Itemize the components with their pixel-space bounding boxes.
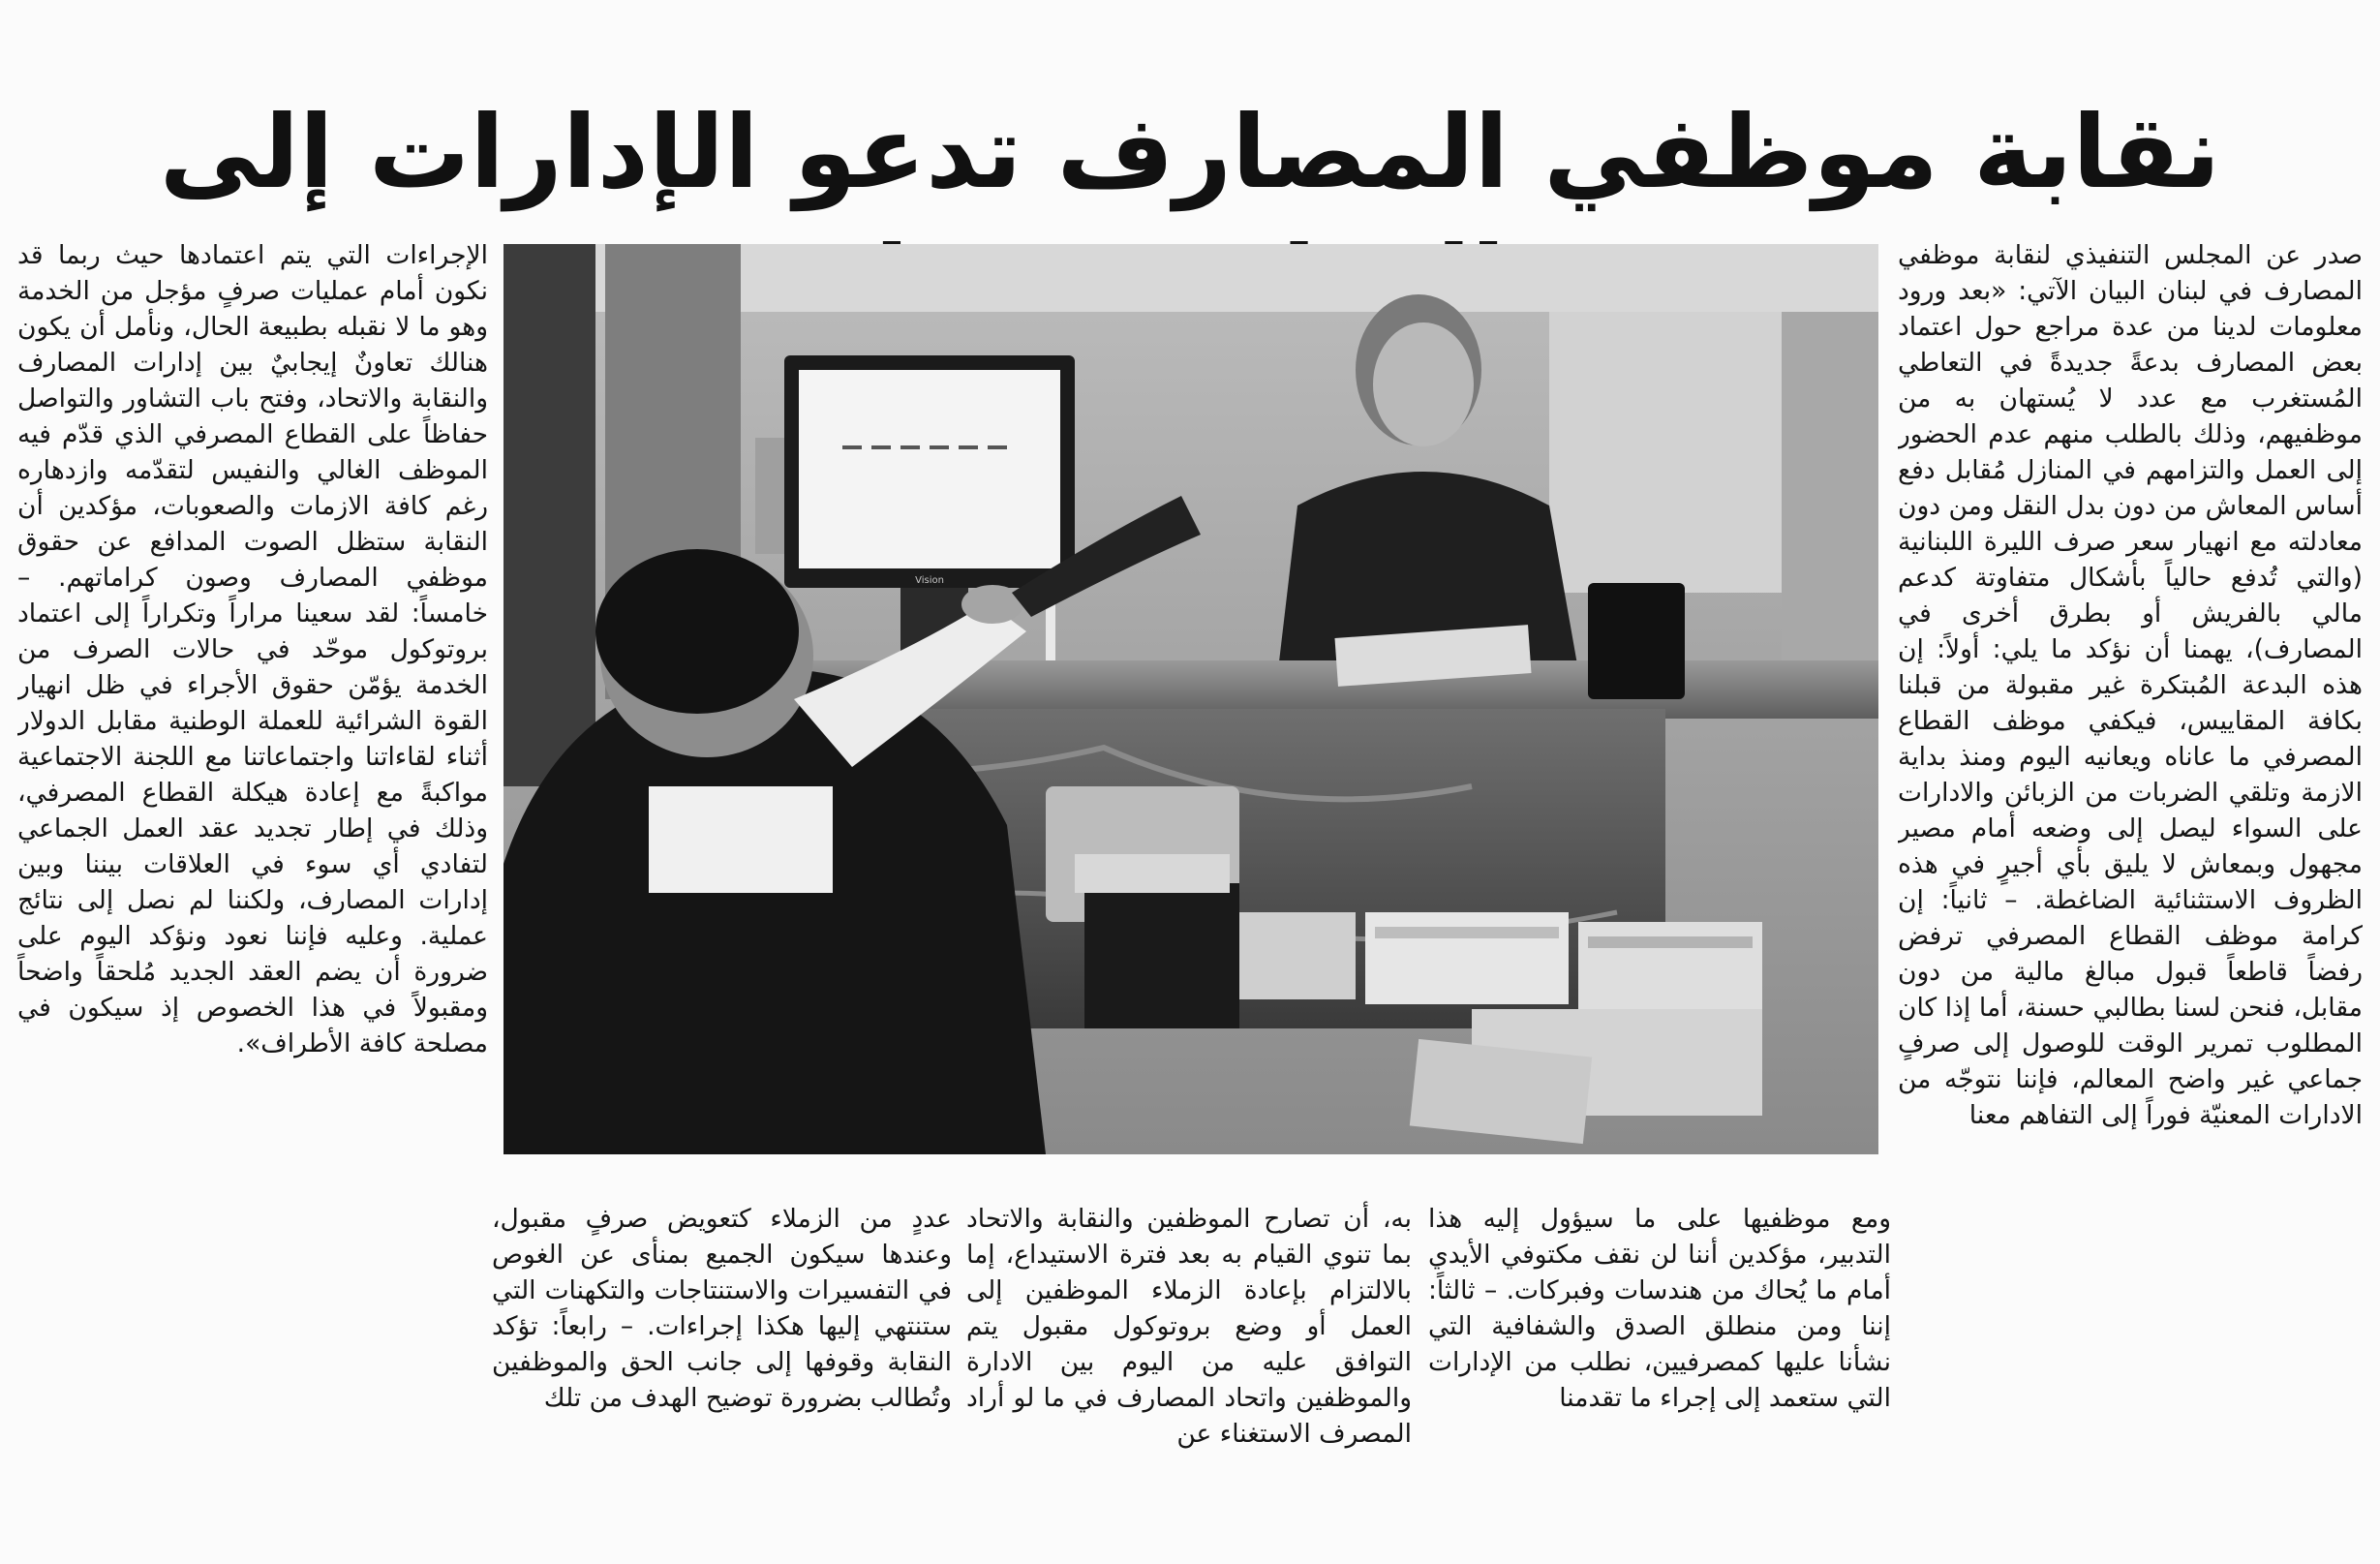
monitor-brand-label: Vision — [915, 575, 944, 586]
article-column-right — [1898, 237, 2363, 1559]
article-text-left: الإجراءات التي يتم اعتمادها حيث ربما قد نكون أمام عمليات صرفٍ مؤجل من الخدمة وهو ما لا نقبله بطبيعة الحال، ونأمل أن يكون هنالك تعاونٌ إيجابيٌ بين إدارات المصارف والنقابة والاتحاد، وفتح باب التشاور والتواصل حفاظاً على القطاع المصرفي الذي قدّم فيه الموظف الغالي والنفيس لتقدّمه وازدهاره رغم كافة الازمات والصعوبات، مؤكدين أن النقابة ستظل الصوت المدافع عن حقوق موظفي المصارف وصون كراماتهم. – خامساً: لقد سعينا مراراً وتكراراً إلى اعتماد بروتوكول موحّد في حالات الصرف من الخدمة يؤمّن حقوق الأجراء في ظل انهيار القوة الشرائية للعملة الوطنية مقابل الدولار أثناء لقاءاتنا واجتماعاتنا مع اللجنة الاجتماعية مواكبةً مع إعادة هيكلة القطاع المصرفي، وذلك في إطار تجديد عقد العمل الجماعي لتفادي أي سوء في العلاقات بيننا وبين إدارات المصارف، ولكننا لم نصل إلى نتائج عملية. وعليه فإننا نعود ونؤكد اليوم على ضرورة أن يضم العقد الجديد مُلحقاً واضحاً ومقبولاً في هذا الخصوص إذ سيكون في مصلحة كافة الأطراف». — [17, 240, 488, 1058]
bank-counter-photo — [503, 244, 1878, 1154]
article-text-right: صدر عن المجلس التنفيذي لنقابة موظفي المصارف في لبنان البيان الآتي: «بعد ورود معلومات لدينا من عدة مراجع حول اعتماد بعض المصارف بدعةً جديدةً في التعاطي المُستغرب مع عدد لا يُستهان به من موظفيهم، وذلك بالطلب منهم عدم الحضور إلى العمل والتزامهم في المنازل مُقابل دفع أساس المعاش من دون بدل النقل ومن دون معادلته مع انهيار سعر صرف الليرة اللبنانية (والتي تُدفع حالياً بأشكال متفاوتة كدعم مالي بالفريش أو بطرق أخرى في المصارف)، يهمنا أن نؤكد ما يلي: أولاً: إن هذه البدعة المُبتكرة غير مقبولة من قبلنا بكافة المقاييس، فيكفي موظف القطاع المصرفي ما عاناه ويعانيه اليوم ومنذ بداية الازمة وتلقي الضربات من الزبائن والادارات على السواء ليصل إلى وضعه أمام مصير مجهول وبمعاش لا يليق بأي أجيرٍ في هذه الظروف الاستثنائية الضاغطة. – ثانياً: إن كرامة موظف القطاع المصرفي ترفض رفضاً قاطعاً قبول مبالغ مالية من دون مقابل، فنحن لسنا بطالبي حسنة، أما إذا كان المطلوب تمرير الوقت للوصول إلى صرفٍ جماعي غير واضح المعالم، فإننا نتوجّه من الادارات المعنيّة فوراً إلى التفاهم معنا — [1898, 240, 2363, 1130]
article-text-bottom-3: عددٍ من الزملاء كتعويض صرفٍ مقبول، وعندها سيكون الجميع بمنأى عن الغوص في التفسيرات والاستنتاجات والتكهنات التي ستنتهي إليها هكذا إجراءات. – رابعاً: تؤكد النقابة وقوفها إلى جانب الحق والموظفين وتُطالب بضرورة توضيح الهدف من تلك — [492, 1204, 952, 1413]
bank-counter-illustration — [503, 244, 1878, 1154]
article-text-bottom-2: به، أن تصارح الموظفين والنقابة والاتحاد بما تنوي القيام به بعد فترة الاستيداع، إما بالالتزام بإعادة الزملاء الموظفين إلى العمل أو وضع بروتوكول مقبول يتم التوافق عليه من اليوم بين الادارة والموظفين واتحاد المصارف في ما لو أراد المصرف الاستغناء عن — [966, 1204, 1412, 1449]
article-column-bottom-3 — [492, 1201, 952, 1561]
article-text-bottom-1: ومع موظفيها على ما سيؤول إليه هذا التدبير، مؤكدين أننا لن نقف مكتوفي الأيدي أمام ما يُحاك من هندسات وفبركات. – ثالثاً: إننا ومن منطلق الصدق والشفافية التي نشأنا عليها كمصرفيين، نطلب من الإدارات التي ستعمد إلى إجراء ما تقدمنا — [1428, 1204, 1891, 1413]
article-column-bottom-2 — [966, 1201, 1412, 1561]
article-column-bottom-1 — [1428, 1201, 1891, 1561]
headline: نقابة موظفي المصارف تدعو الإدارات إلى — [159, 92, 2221, 211]
article-column-left — [17, 237, 488, 1559]
